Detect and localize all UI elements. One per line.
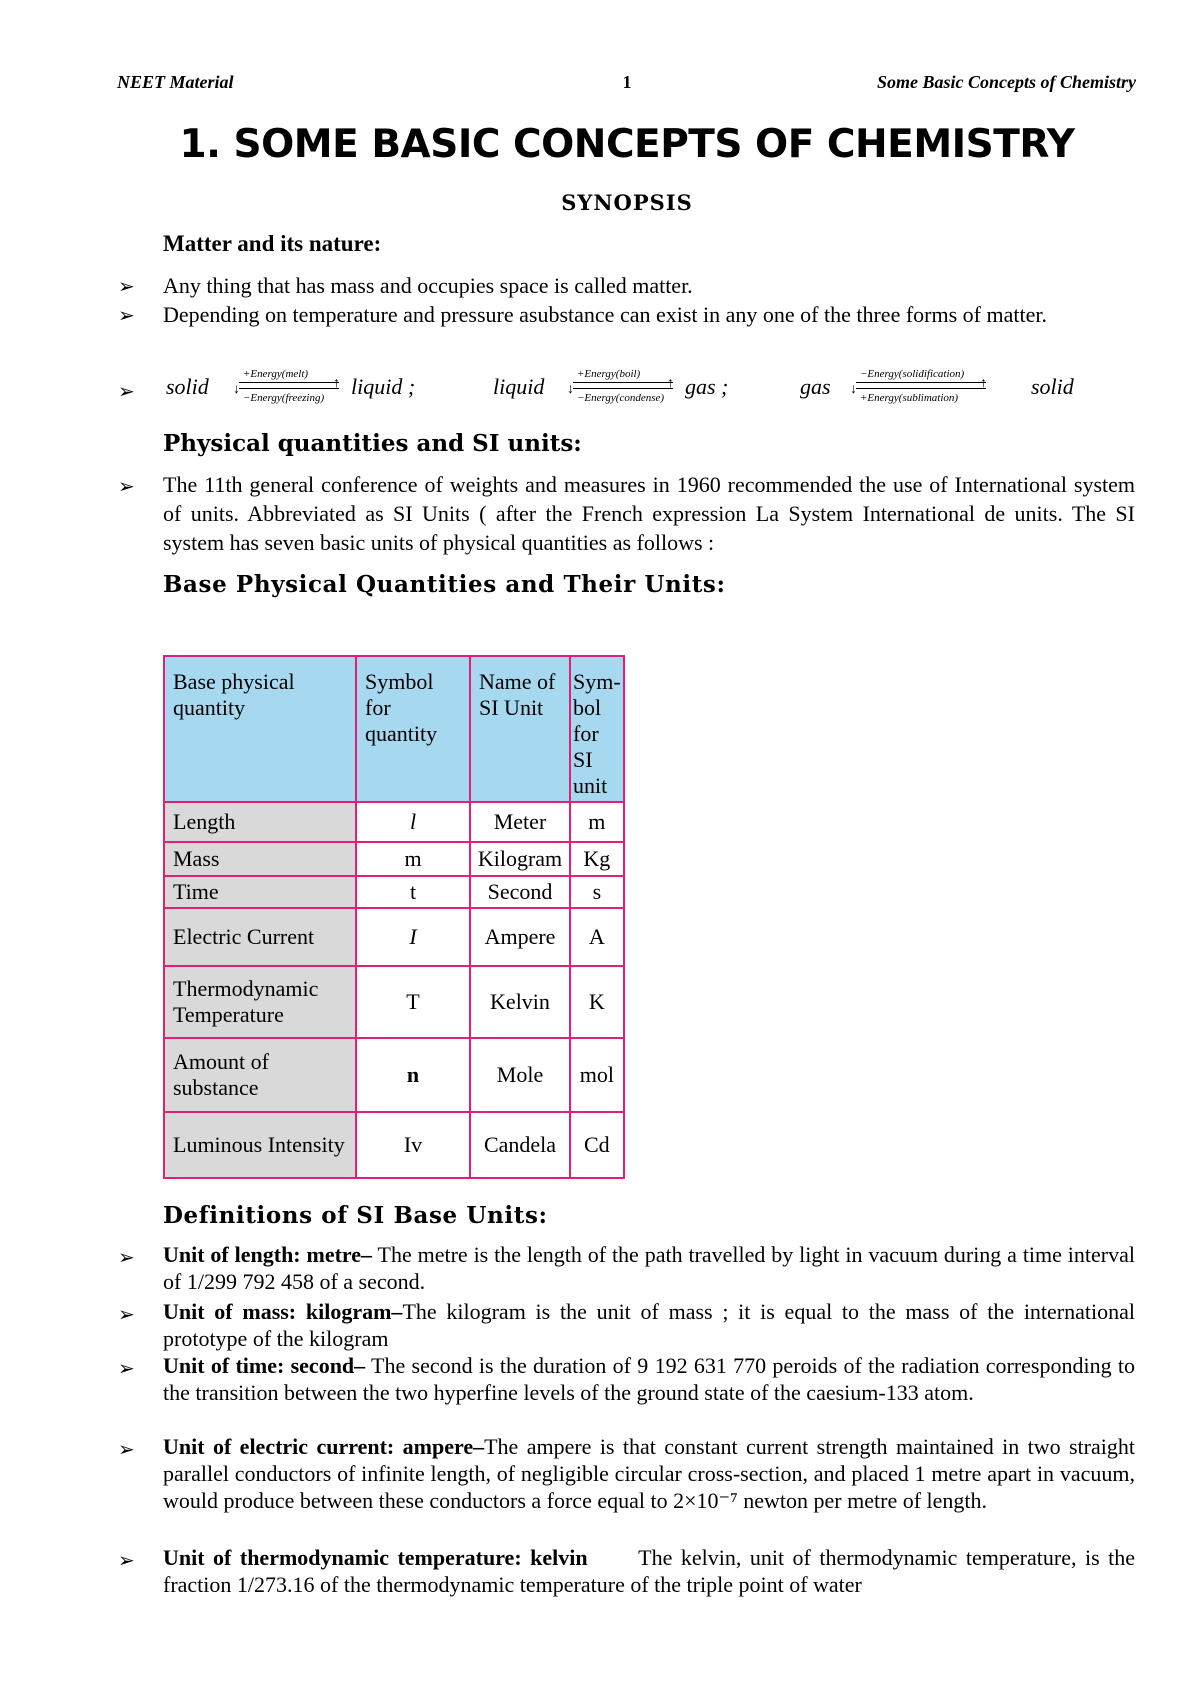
eq-solid: solid <box>166 374 209 399</box>
table-cell: l <box>356 802 470 842</box>
arrow-bullet-icon: ➢ <box>118 1356 135 1380</box>
base-quantities-heading: Base Physical Quantities and Their Units: <box>163 571 726 598</box>
definition-item <box>163 1433 1135 1514</box>
table-cell: A <box>570 908 624 966</box>
table-cell: mol <box>570 1038 624 1112</box>
table-cell: Cd <box>570 1112 624 1178</box>
table-cell: Luminous Intensity <box>164 1112 356 1178</box>
definition-item <box>163 1241 1135 1295</box>
arrow-bullet-icon: ➢ <box>118 1437 135 1461</box>
table-cell: Ampere <box>470 908 570 966</box>
eq-arrow1-top: +Energy(melt) <box>243 368 309 380</box>
physical-bullet: The 11th general conference of weights and measures in 1960 recommended the use of International system of units. Abbreviated as SI Units ( after the French expression La System International de units. The SI system has seven basic units of physical quantities as follows : <box>163 472 1135 555</box>
table-header-cell: Symbol for quantity <box>356 656 470 802</box>
physical-heading: Physical quantities and SI units: <box>163 430 582 457</box>
arrow-bullet-icon: ➢ <box>118 379 135 403</box>
table-row <box>164 908 624 966</box>
table-row <box>164 1038 624 1112</box>
table-cell: Kilogram <box>470 842 570 876</box>
arrow-bullet-icon: ➢ <box>118 303 135 327</box>
table-cell: m <box>356 842 470 876</box>
eq-arrow3-top: −Energy(solidification) <box>860 368 965 380</box>
arrow-bullet-icon: ➢ <box>118 474 135 498</box>
definition-item <box>163 1544 1141 1598</box>
states-equation <box>163 366 1123 410</box>
table-cell: Kg <box>570 842 624 876</box>
equilibrium-arrow-icon: +Energy(melt) ↑ ↓ −Energy(freezing) <box>233 368 340 404</box>
table-cell: Iv <box>356 1112 470 1178</box>
si-units-table <box>163 655 625 1179</box>
table-cell: K <box>570 966 624 1038</box>
definition-label: Unit of thermodynamic temperature: kelvin <box>163 1545 588 1570</box>
arrow-bullet-icon: ➢ <box>118 1245 135 1269</box>
table-header-cell: Name of SI Unit <box>470 656 570 802</box>
definition-item <box>163 1352 1135 1406</box>
table-cell: Kelvin <box>470 966 570 1038</box>
table-cell: Candela <box>470 1112 570 1178</box>
definition-text: The kelvin, unit of thermodynamic temperature, is the fraction 1/273.16 of the thermodynamic temperature of the triple point of water <box>163 1545 1141 1597</box>
table-cell: Mole <box>470 1038 570 1112</box>
arrow-bullet-icon: ➢ <box>118 274 135 298</box>
table-row <box>164 966 624 1038</box>
arrow-bullet-icon: ➢ <box>118 1302 135 1326</box>
table-cell: T <box>356 966 470 1038</box>
eq-gas-2: gas <box>800 374 831 399</box>
equilibrium-arrow-icon: +Energy(boil) ↑ ↓ −Energy(condense) <box>567 368 674 404</box>
table-cell: n <box>356 1038 470 1112</box>
table-cell: Length <box>164 802 356 842</box>
definition-text: The ampere is that constant current strength maintained in two straight parallel conductors of infinite length, of negligible circular cross-section, and placed 1 metre apart in vacuum, would produce between these conductors a force equal to 2×10⁻⁷ newton per metre of length. <box>163 1434 1135 1513</box>
header-left: NEET Material <box>117 72 234 92</box>
table-header-cell: Sym-bol for SI unit <box>570 656 624 802</box>
eq-gas: gas ; <box>685 374 729 399</box>
definition-text: The second is the duration of 9 192 631 770 peroids of the radiation corresponding to the transition between the two hyperfine levels of the ground state of the caesium-133 atom. <box>163 1353 1135 1405</box>
table-cell: t <box>356 876 470 908</box>
page-title: 1. SOME BASIC CONCEPTS OF CHEMISTRY <box>179 122 1075 167</box>
table-cell: Electric Current <box>164 908 356 966</box>
eq-arrow2-bottom: −Energy(condense) <box>577 392 665 404</box>
arrow-bullet-icon: ➢ <box>118 1548 135 1572</box>
eq-liquid: liquid ; <box>351 374 416 399</box>
table-cell: Time <box>164 876 356 908</box>
eq-arrow1-bottom: −Energy(freezing) <box>243 392 325 404</box>
definition-text: The metre is the length of the path travelled by light in vacuum during a time interval of 1/299 792 458 of a second. <box>163 1242 1135 1294</box>
definition-label: Unit of electric current: ampere– <box>163 1434 485 1459</box>
table-row <box>164 842 624 876</box>
table-cell: I <box>356 908 470 966</box>
matter-bullet-2: Depending on temperature and pressure asubstance can exist in any one of the three forms of matter. <box>163 302 1047 327</box>
matter-bullet-1: Any thing that has mass and occupies space is called matter. <box>163 273 693 298</box>
table-header-row <box>164 656 624 802</box>
equilibrium-arrow-icon: −Energy(solidification) ↑ ↓ +Energy(sublimation) <box>850 368 987 404</box>
definition-item <box>163 1298 1135 1352</box>
table-cell: m <box>570 802 624 842</box>
table-cell: Meter <box>470 802 570 842</box>
eq-solid-2: solid <box>1031 374 1074 399</box>
table-header-cell: Base physical quantity <box>164 656 356 802</box>
eq-arrow2-top: +Energy(boil) <box>577 368 641 380</box>
subtitle: SYNOPSIS <box>561 190 693 215</box>
definitions-heading: Definitions of SI Base Units: <box>163 1202 548 1229</box>
table-cell: s <box>570 876 624 908</box>
eq-arrow3-bottom: +Energy(sublimation) <box>860 392 959 404</box>
matter-heading: Matter and its nature: <box>163 231 382 256</box>
definition-label: Unit of length: metre– <box>163 1242 373 1267</box>
table-row <box>164 876 624 908</box>
table-cell: Amount of substance <box>164 1038 356 1112</box>
table-cell: Second <box>470 876 570 908</box>
definition-text: The kilogram is the unit of mass ; it is equal to the mass of the international prototype of the kilogram <box>163 1299 1135 1351</box>
table-row <box>164 1112 624 1178</box>
header-right: Some Basic Concepts of Chemistry <box>876 72 1136 92</box>
eq-liquid-2: liquid <box>493 374 545 399</box>
page-number: 1 <box>622 72 632 92</box>
table-cell: Thermodynamic Temperature <box>164 966 356 1038</box>
definition-label: Unit of mass: kilogram– <box>163 1299 403 1324</box>
definition-label: Unit of time: second– <box>163 1353 366 1378</box>
table-row <box>164 802 624 842</box>
table-cell: Mass <box>164 842 356 876</box>
